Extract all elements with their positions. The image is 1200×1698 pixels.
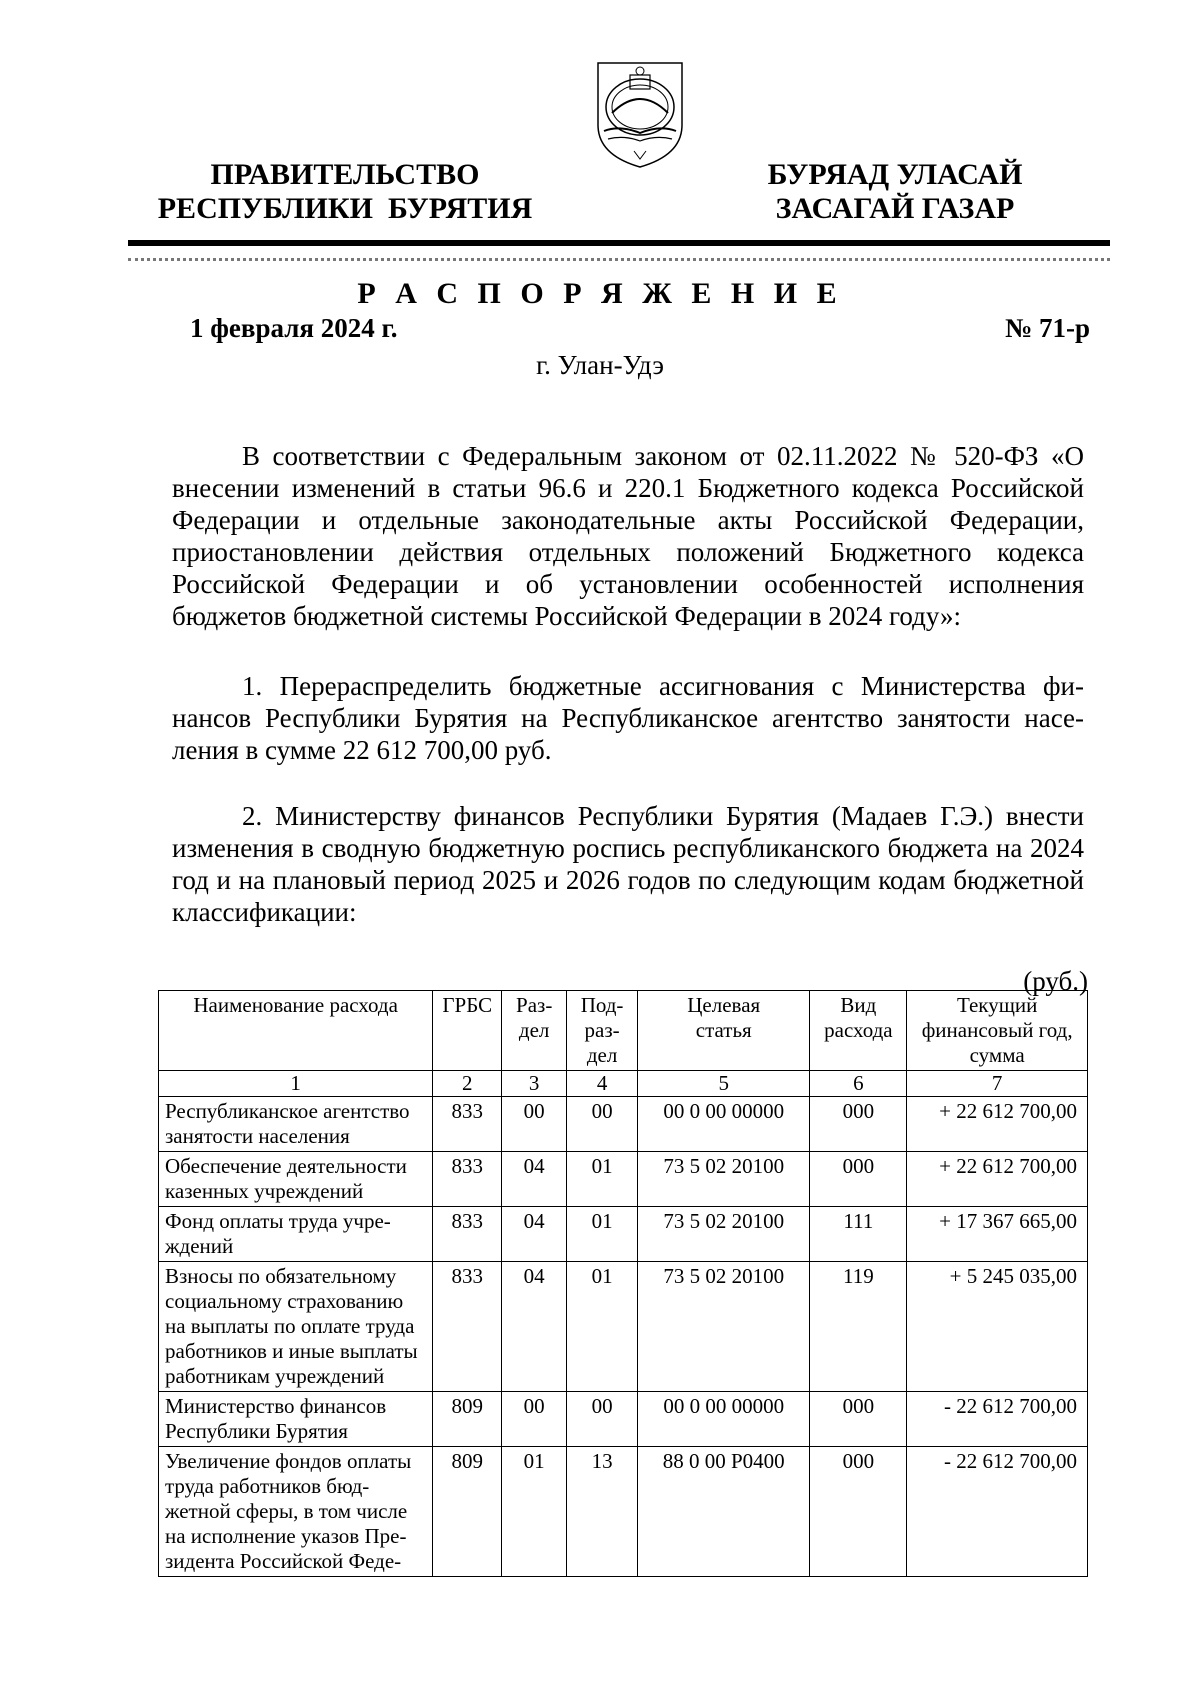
table-row bbox=[159, 1447, 1088, 1577]
table-row bbox=[159, 1262, 1088, 1392]
row-grbs: 833 bbox=[433, 1097, 502, 1152]
row-razdel: 00 bbox=[502, 1392, 567, 1447]
table-row bbox=[159, 1152, 1088, 1207]
row-podrazdel: 00 bbox=[567, 1392, 638, 1447]
header-rule-thick bbox=[128, 240, 1110, 246]
preamble-paragraph: В соответствии с Федеральным законом от 02.11.2022 № 520-ФЗ «О внесении изменений в статьи 96.6 и 220.1 Бюджетного кодекса Российской Федерации и отдельные законодательные акты Российской Федерации, приостановлении действия отдельных положений Бюджетного кодекса Российской Федерации и об установлении особенностей исполнения бюджетов бюджетной системы Российской Федерации в 2024 году»: bbox=[172, 441, 1084, 631]
coat-of-arms-icon bbox=[590, 55, 690, 173]
row-target: 73 5 02 20100 bbox=[638, 1152, 810, 1207]
row-name: Республиканское агентство занятости населения bbox=[159, 1097, 433, 1152]
col-number: 1 bbox=[159, 1071, 433, 1097]
row-podrazdel: 00 bbox=[567, 1097, 638, 1152]
row-razdel: 04 bbox=[502, 1262, 567, 1392]
header-sum: Текущий финансовый год, сумма bbox=[907, 991, 1088, 1071]
row-vid: 000 bbox=[810, 1097, 907, 1152]
row-vid: 000 bbox=[810, 1392, 907, 1447]
header-grbs: ГРБС bbox=[433, 991, 502, 1071]
col-number: 5 bbox=[638, 1071, 810, 1097]
table-row bbox=[159, 1392, 1088, 1447]
header-razdel: Раз- дел bbox=[502, 991, 567, 1071]
row-grbs: 809 bbox=[433, 1392, 502, 1447]
document-title: Р А С П О Р Я Ж Е Н И Е bbox=[357, 277, 843, 310]
header-name: Наименование расхода bbox=[159, 991, 433, 1071]
row-name: Увеличение фондов оплаты труда работников бюджетной сферы, в том числе на исполнение указов Президента Российской Феде- bbox=[159, 1447, 433, 1577]
col-number: 4 bbox=[567, 1071, 638, 1097]
row-grbs: 833 bbox=[433, 1152, 502, 1207]
row-razdel: 00 bbox=[502, 1097, 567, 1152]
budget-table bbox=[158, 990, 1088, 1577]
table-row bbox=[159, 1097, 1088, 1152]
row-grbs: 833 bbox=[433, 1262, 502, 1392]
row-sum: - 22 612 700,00 bbox=[907, 1392, 1088, 1447]
government-name-bua bbox=[735, 158, 1055, 226]
row-podrazdel: 01 bbox=[567, 1207, 638, 1262]
document-date: 1 февраля 2024 г. bbox=[190, 313, 398, 343]
row-razdel: 01 bbox=[502, 1447, 567, 1577]
header-podrazdel: Под- раз- дел bbox=[567, 991, 638, 1071]
table-header-row bbox=[159, 991, 1088, 1071]
header-rule-dotted bbox=[128, 258, 1110, 261]
row-sum: + 22 612 700,00 bbox=[907, 1152, 1088, 1207]
col-number: 2 bbox=[433, 1071, 502, 1097]
row-name: Взносы по обязательному социальному страхованию на выплаты по оплате труда работников и иные выплаты работникам учреждений bbox=[159, 1262, 433, 1392]
row-target: 00 0 00 00000 bbox=[638, 1097, 810, 1152]
row-podrazdel: 01 bbox=[567, 1262, 638, 1392]
row-target: 73 5 02 20100 bbox=[638, 1207, 810, 1262]
row-podrazdel: 13 bbox=[567, 1447, 638, 1577]
row-sum: + 5 245 035,00 bbox=[907, 1262, 1088, 1392]
government-name-ru-line1: ПРАВИТЕЛЬСТВО bbox=[210, 158, 480, 191]
col-number: 3 bbox=[502, 1071, 567, 1097]
col-number: 7 bbox=[907, 1071, 1088, 1097]
table-column-numbers-row bbox=[159, 1071, 1088, 1097]
table-unit-label: (руб.) bbox=[1023, 966, 1088, 996]
table-row bbox=[159, 1207, 1088, 1262]
row-grbs: 809 bbox=[433, 1447, 502, 1577]
header-vid: Вид расхода bbox=[810, 991, 907, 1071]
col-number: 6 bbox=[810, 1071, 907, 1097]
row-razdel: 04 bbox=[502, 1207, 567, 1262]
row-vid: 000 bbox=[810, 1152, 907, 1207]
row-name: Министерство финансов Республики Бурятия bbox=[159, 1392, 433, 1447]
row-podrazdel: 01 bbox=[567, 1152, 638, 1207]
row-name: Фонд оплаты труда учреждений bbox=[159, 1207, 433, 1262]
row-sum: + 17 367 665,00 bbox=[907, 1207, 1088, 1262]
row-name: Обеспечение деятельности казенных учреждений bbox=[159, 1152, 433, 1207]
row-razdel: 04 bbox=[502, 1152, 567, 1207]
row-vid: 119 bbox=[810, 1262, 907, 1392]
row-vid: 111 bbox=[810, 1207, 907, 1262]
row-sum: - 22 612 700,00 bbox=[907, 1447, 1088, 1577]
row-target: 73 5 02 20100 bbox=[638, 1262, 810, 1392]
government-name-bua-line1: БУРЯАД УЛАСАЙ bbox=[767, 158, 1023, 191]
header-target: Целевая статья bbox=[638, 991, 810, 1071]
row-target: 88 0 00 Р0400 bbox=[638, 1447, 810, 1577]
row-vid: 000 bbox=[810, 1447, 907, 1577]
row-sum: + 22 612 700,00 bbox=[907, 1097, 1088, 1152]
row-grbs: 833 bbox=[433, 1207, 502, 1262]
document-number: № 71-р bbox=[1005, 313, 1090, 343]
government-name-bua-line2: ЗАСАГАЙ ГАЗАР bbox=[775, 192, 1015, 225]
item-2-paragraph: 2. Министерству финансов Республики Бурятия (Мадаев Г.Э.) внести изменения в сводную бюджетную роспись республиканского бюджета на 2024 год и на плановый период 2025 и 2026 годов по следующим кодам бюджетной классификации: bbox=[172, 801, 1084, 927]
government-name-ru bbox=[150, 158, 540, 226]
document-city: г. Улан-Удэ bbox=[536, 350, 664, 380]
item-1-paragraph: 1. Перераспределить бюджетные ассигнования с Министерства финансов Республики Бурятия на Республиканское агентство занятости населения в сумме 22 612 700,00 руб. bbox=[172, 671, 1084, 765]
government-name-ru-line2: РЕСПУБЛИКИ БУРЯТИЯ bbox=[157, 192, 533, 225]
row-target: 00 0 00 00000 bbox=[638, 1392, 810, 1447]
